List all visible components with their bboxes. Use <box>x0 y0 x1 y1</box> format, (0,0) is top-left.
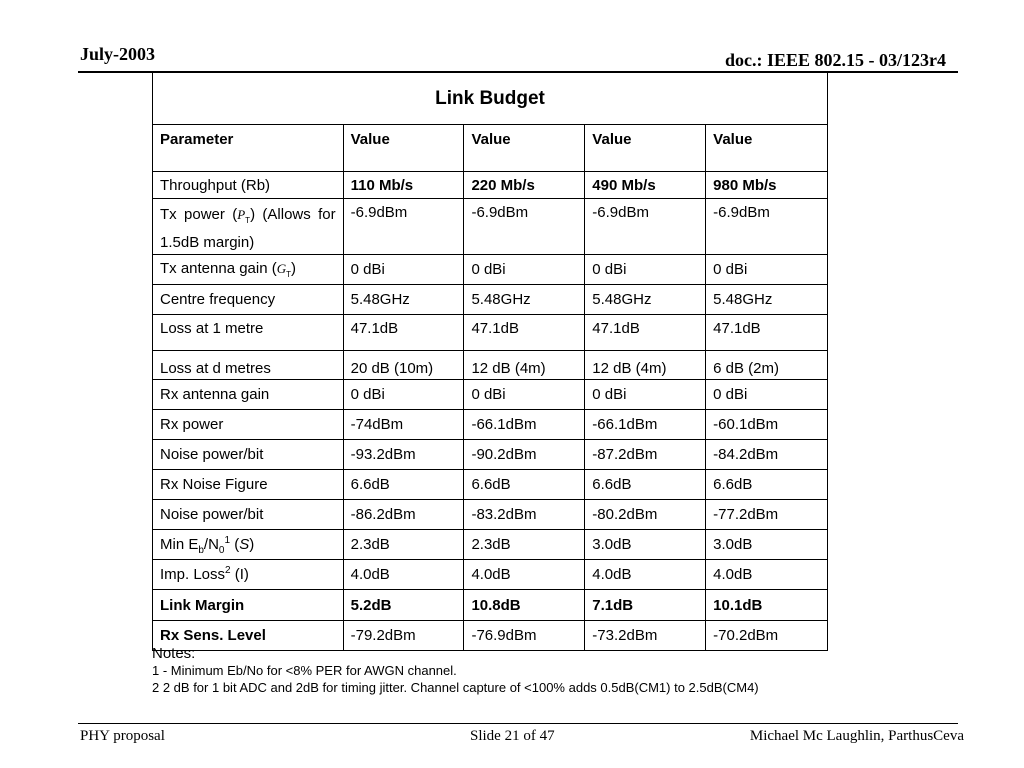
footer-author: Michael Mc Laughlin, ParthusCeva <box>749 728 964 744</box>
cell-value: 47.1dB <box>343 315 464 351</box>
column-header: Value <box>706 125 828 172</box>
label-symbol: S <box>239 536 250 553</box>
cell-value: 4.0dB <box>585 560 706 590</box>
label-text: ( <box>230 536 240 553</box>
gain-symbol-subscript: T <box>286 270 292 279</box>
cell-value: -73.2dBm <box>585 621 706 651</box>
row-label: Loss at 1 metre <box>153 315 344 351</box>
row-label: Throughput (Rb) <box>153 172 344 199</box>
cell-value: 12 dB (4m) <box>585 351 706 380</box>
cell-value: 0 dBi <box>464 255 585 285</box>
cell-value: -76.9dBm <box>464 621 585 651</box>
cell-value: 47.1dB <box>585 315 706 351</box>
cell-value: -66.1dBm <box>585 410 706 440</box>
cell-value: -84.2dBm <box>706 440 828 470</box>
note-item: 2 2 dB for 1 bit ADC and 2dB for timing jitter. Channel capture of <100% adds 0.5dB(CM1) to 2.5dB(CM4) <box>152 680 759 695</box>
table-row-noise-power-bit-2 <box>153 500 828 530</box>
column-header: Value <box>343 125 464 172</box>
column-header: Value <box>585 125 706 172</box>
cell-value: 7.1dB <box>585 590 706 621</box>
cell-value: -80.2dBm <box>585 500 706 530</box>
label-text: Tx antenna gain ( <box>160 260 277 277</box>
header-date: July-2003 <box>80 44 156 64</box>
table-title: Link Budget <box>153 73 828 125</box>
table-row-rx-sens-level <box>153 621 828 651</box>
cell-value: -70.2dBm <box>706 621 828 651</box>
cell-value: 0 dBi <box>706 255 828 285</box>
cell-value: -79.2dBm <box>343 621 464 651</box>
table-row-rx-power <box>153 410 828 440</box>
cell-value: 6.6dB <box>706 470 828 500</box>
row-label: Rx Noise Figure <box>153 470 344 500</box>
footnote-ref: 1 <box>224 535 231 546</box>
table-row-loss-d-metres <box>153 351 828 380</box>
label-text: Tx power ( <box>160 206 238 223</box>
cell-value: 10.1dB <box>706 590 828 621</box>
table-row-min-eb-n0 <box>153 530 828 560</box>
cell-value: 47.1dB <box>706 315 828 351</box>
row-label: Loss at d metres <box>153 351 344 380</box>
cell-value: 3.0dB <box>706 530 828 560</box>
label-subscript: 0 <box>218 545 225 556</box>
cell-value: 3.0dB <box>585 530 706 560</box>
cell-value: -77.2dBm <box>706 500 828 530</box>
cell-value: 2.3dB <box>464 530 585 560</box>
label-text: Min E <box>160 536 199 553</box>
cell-value: 4.0dB <box>464 560 585 590</box>
cell-value: -60.1dBm <box>706 410 828 440</box>
cell-value: -83.2dBm <box>464 500 585 530</box>
table-row-tx-power <box>153 199 828 255</box>
label-text: /N <box>203 536 219 553</box>
row-label: Rx antenna gain <box>153 380 344 410</box>
table-row-noise-power-bit <box>153 440 828 470</box>
cell-value: 10.8dB <box>464 590 585 621</box>
label-text: ) (Allows for 1.5dB margin) <box>160 206 336 251</box>
label-text: ) <box>249 536 255 553</box>
power-symbol-subscript: T <box>245 216 251 225</box>
cell-value: 2.3dB <box>343 530 464 560</box>
cell-value: 110 Mb/s <box>343 172 464 199</box>
header-doc-id: doc.: IEEE 802.15 - 03/123r4 <box>724 50 946 70</box>
cell-value: 490 Mb/s <box>585 172 706 199</box>
gain-symbol: G <box>276 261 287 276</box>
cell-value: -74dBm <box>343 410 464 440</box>
cell-value: -86.2dBm <box>343 500 464 530</box>
table-row-rx-noise-figure <box>153 470 828 500</box>
cell-value: 6.6dB <box>464 470 585 500</box>
cell-value: -93.2dBm <box>343 440 464 470</box>
cell-value: 5.48GHz <box>464 285 585 315</box>
cell-value: 47.1dB <box>464 315 585 351</box>
table-row-link-margin <box>153 590 828 621</box>
cell-value: -6.9dBm <box>464 199 585 255</box>
cell-value: 980 Mb/s <box>706 172 828 199</box>
power-symbol: P <box>237 207 246 222</box>
label-text: (I) <box>230 566 249 583</box>
cell-value: 0 dBi <box>585 255 706 285</box>
notes-heading: Notes: <box>152 645 196 662</box>
row-label: Noise power/bit <box>153 440 344 470</box>
cell-value: 5.48GHz <box>706 285 828 315</box>
table-row-centre-frequency <box>153 285 828 315</box>
table-row-loss-1m <box>153 315 828 351</box>
footnote-ref: 2 <box>225 565 231 576</box>
label-text: ) <box>291 260 297 277</box>
cell-value: 4.0dB <box>706 560 828 590</box>
table-row-throughput <box>153 172 828 199</box>
cell-value: 4.0dB <box>343 560 464 590</box>
label-subscript: b <box>198 545 204 556</box>
cell-value: 5.48GHz <box>585 285 706 315</box>
row-label <box>153 530 344 560</box>
row-label: Centre frequency <box>153 285 344 315</box>
cell-value: -6.9dBm <box>585 199 706 255</box>
cell-value: -66.1dBm <box>464 410 585 440</box>
footer-divider <box>78 723 958 724</box>
cell-value: -90.2dBm <box>464 440 585 470</box>
column-header: Parameter <box>153 125 344 172</box>
cell-value: 12 dB (4m) <box>464 351 585 380</box>
cell-value: 0 dBi <box>706 380 828 410</box>
row-label <box>153 255 344 285</box>
note-item: 1 - Minimum Eb/No for <8% PER for AWGN channel. <box>152 663 457 678</box>
table-row-tx-antenna-gain <box>153 255 828 285</box>
row-label <box>153 199 344 255</box>
cell-value: 0 dBi <box>464 380 585 410</box>
footer-slide-number: Slide 21 of 47 <box>470 728 555 744</box>
cell-value: -87.2dBm <box>585 440 706 470</box>
cell-value: 220 Mb/s <box>464 172 585 199</box>
row-label: Link Margin <box>153 590 344 621</box>
row-label: Rx power <box>153 410 344 440</box>
cell-value: 6 dB (2m) <box>706 351 828 380</box>
table-header-row <box>153 125 828 172</box>
row-label <box>153 560 344 590</box>
footer-left: PHY proposal <box>80 728 165 744</box>
cell-value: 0 dBi <box>343 380 464 410</box>
cell-value: 6.6dB <box>343 470 464 500</box>
table-row-rx-antenna-gain <box>153 380 828 410</box>
label-text: Imp. Loss <box>160 566 226 583</box>
cell-value: -6.9dBm <box>706 199 828 255</box>
link-budget-table <box>152 72 828 651</box>
cell-value: 5.2dB <box>343 590 464 621</box>
row-label: Noise power/bit <box>153 500 344 530</box>
column-header: Value <box>464 125 585 172</box>
cell-value: 0 dBi <box>343 255 464 285</box>
cell-value: 20 dB (10m) <box>343 351 464 380</box>
row-label: Rx Sens. Level <box>153 621 344 651</box>
cell-value: 6.6dB <box>585 470 706 500</box>
cell-value: 5.48GHz <box>343 285 464 315</box>
cell-value: 0 dBi <box>585 380 706 410</box>
table-row-imp-loss <box>153 560 828 590</box>
cell-value: -6.9dBm <box>343 199 464 255</box>
